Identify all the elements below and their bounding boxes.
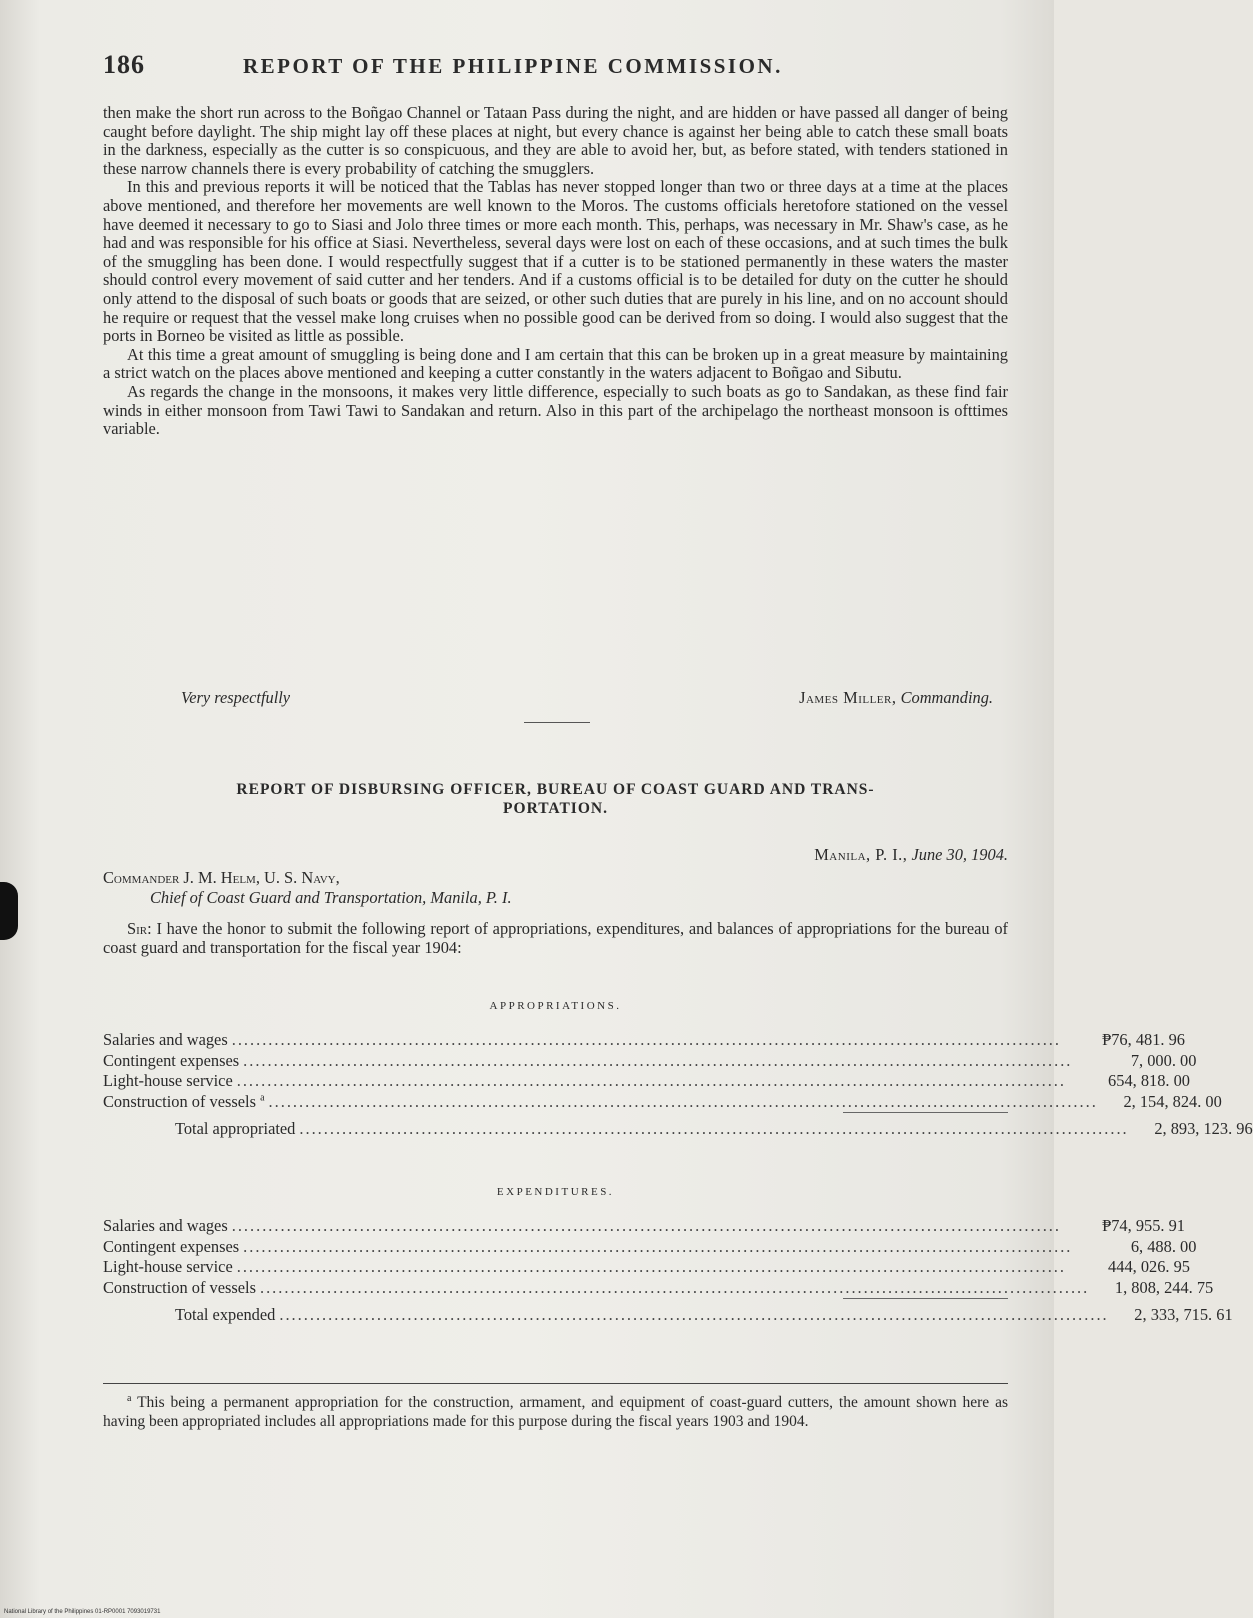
dot-leader: ........................................................................................................................................ (243, 1050, 1073, 1070)
dot-leader: ........................................................................................................................................ (236, 1071, 1066, 1090)
signature-name: James Miller, (799, 688, 897, 707)
total-row (103, 1119, 1253, 1140)
dot-leader: ........................................................................................................................................ (259, 1277, 1090, 1297)
page-header (103, 50, 1008, 84)
letter-signoff (103, 688, 1008, 710)
dateline (814, 845, 1008, 865)
report-title-line: REPORT OF DISBURSING OFFICER, BUREAU OF COAST GUARD AND TRANS- (236, 781, 875, 798)
sum-rule (843, 1298, 1008, 1299)
salutation-text: I have the honor to submit the following report of appropriations, expenditures, and balances of appropriations for the bureau of coast guard and transportation for the fiscal year 1904: (103, 919, 1008, 957)
addressee-office: Chief of Coast Guard and Transportation, Manila, P. I. (150, 888, 512, 907)
row-amount: 444, 026. 95 (1108, 1257, 1190, 1276)
addressee-name: Commander J. M. Helm, U. S. Navy, (103, 868, 340, 887)
total-label: Total expended (175, 1305, 276, 1324)
footnote-marker: a (127, 1392, 132, 1404)
row-label (103, 1092, 269, 1112)
row-amount: ₱74, 955. 91 (1102, 1216, 1185, 1235)
binding-shadow (0, 882, 18, 940)
row-label: Construction of vessels (103, 1277, 256, 1297)
dot-leader: ........................................................................................................................................ (243, 1236, 1073, 1256)
row-amount: 6, 488. 00 (1130, 1236, 1197, 1256)
table-row (103, 1050, 1197, 1072)
row-amount: 1, 808, 244. 75 (1114, 1277, 1214, 1297)
table-row (103, 1216, 1185, 1237)
row-amount: 2, 154, 824. 00 (1123, 1091, 1222, 1111)
page-number: 186 (103, 50, 145, 79)
running-head: REPORT OF THE PHILIPPINE COMMISSION. (243, 54, 783, 78)
appropriations-table (103, 1030, 1253, 1140)
row-label: Contingent expenses (103, 1050, 240, 1070)
salutation-paragraph (103, 920, 1008, 957)
table-row (103, 1277, 1214, 1299)
row-amount: 7, 000. 00 (1130, 1050, 1197, 1070)
dot-leader: ........................................................................................................................................ (231, 1030, 1061, 1049)
letter-paragraph: then make the short run across to the Boñgao Channel or Tataan Pass during the night, and are hidden or have passed all danger of being caught before daylight. The ship might lay off these places at night, but every chance is against her being able to catch these small boats in the darkness, especially as the cutter is so conspicuous, and they are able to avoid her, but, as before stated, with tenders stationed in these narrow channels there is every probability of catching the smugglers. (103, 103, 1008, 178)
table-row (103, 1030, 1185, 1051)
letter-signature (799, 688, 993, 708)
section-divider (524, 722, 590, 723)
letter-paragraph: In this and previous reports it will be noticed that the Tablas has never stopped longer than two or three days at a time at the places above mentioned, and therefore her movements are well known to the Moros. The customs officials heretofore stationed on the vessel have deemed it necessary to go to Siasi and Jolo three times or more each month. This, perhaps, was necessary in Mr. Shaw's case, as he had and was responsible for his office at Siasi. Nevertheless, several days were lost on each of these occasions, and at such times the bulk of the smuggling has been done. I would respectfully suggest that if a cutter is to be stationed permanently in these waters the master should control every movement of said cutter and her tenders. And if a customs official is to be detailed for duty on the cutter he should only attend to the disposal of such boats or goods that are seized, or other such duties that are purely in his line, and on no account should he require or request that the vessel make long cruises when no possible good can be derived from so doing. I would also suggest that the ports in Borneo be visited as little as possible. (103, 177, 1008, 346)
report-title-line: PORTATION. (503, 800, 608, 817)
dot-leader: ........................................................................................................................................ (236, 1257, 1066, 1276)
table-row (103, 1071, 1190, 1092)
row-label: Contingent expenses (103, 1236, 240, 1256)
row-label: Salaries and wages (103, 1216, 228, 1235)
row-amount: ₱76, 481. 96 (1102, 1030, 1185, 1049)
footnote-separator (103, 1383, 1008, 1384)
table-row (103, 1091, 1222, 1113)
total-label: Total appropriated (175, 1119, 296, 1138)
signature-title: Commanding. (900, 688, 993, 707)
total-row (103, 1305, 1233, 1326)
report-title (103, 780, 1008, 818)
row-label: Salaries and wages (103, 1030, 228, 1049)
dot-leader: ........................................................................................................................................ (268, 1091, 1098, 1111)
expenditures-table (103, 1216, 1233, 1326)
appropriations-heading: APPROPRIATIONS. (489, 1000, 622, 1012)
addressee (103, 868, 512, 908)
library-watermark: National Library of the Philippines 01-RP0001 7093019731 (4, 1609, 161, 1615)
table-row (103, 1236, 1197, 1258)
dateline-date: June 30, 1904. (911, 845, 1008, 864)
footnote-text: This being a permanent appropriation for the construction, armament, and equipment of coast-guard cutters, the amount shown here as having been appropriated includes all appropriations made for this purpose during the fiscal years 1903 and 1904. (103, 1394, 1008, 1430)
dot-leader: ........................................................................................................................................ (231, 1216, 1061, 1235)
row-label: Light-house service (103, 1257, 233, 1276)
footnote (103, 1394, 1008, 1431)
table-row (103, 1257, 1190, 1278)
letter-paragraph: At this time a great amount of smuggling is being done and I am certain that this can be broken up in a great measure by maintaining a strict watch on the places above mentioned and keeping a cutter constantly in the waters adjacent to Boñgao and Sibutu. (103, 344, 1008, 383)
footnote-marker: a (260, 1092, 265, 1104)
dot-leader: ........................................................................................................................................ (279, 1305, 1109, 1324)
row-label-text: Construction of vessels (103, 1091, 256, 1111)
expenditures-heading: EXPENDITURES. (496, 1186, 615, 1198)
letter-body (103, 104, 1008, 439)
letter-closing: Very respectfully (181, 688, 291, 707)
letter-paragraph: As regards the change in the monsoons, it makes very little difference, especially to such boats as go to Sandakan, as these find fair winds in either monsoon from Tawi Tawi to Sandakan and return. Also in this part of the archipelago the northeast monsoon is ofttimes variable. (103, 381, 1008, 439)
total-amount: 2, 893, 123. 96 (1154, 1119, 1253, 1138)
total-amount: 2, 333, 715. 61 (1134, 1305, 1233, 1324)
dateline-city: Manila, P. I., (814, 845, 908, 864)
dot-leader: ........................................................................................................................................ (299, 1119, 1129, 1138)
row-amount: 654, 818. 00 (1108, 1071, 1190, 1090)
sum-rule (843, 1112, 1008, 1113)
salutation-sir: Sir: (127, 919, 152, 938)
row-label: Light-house service (103, 1071, 233, 1090)
